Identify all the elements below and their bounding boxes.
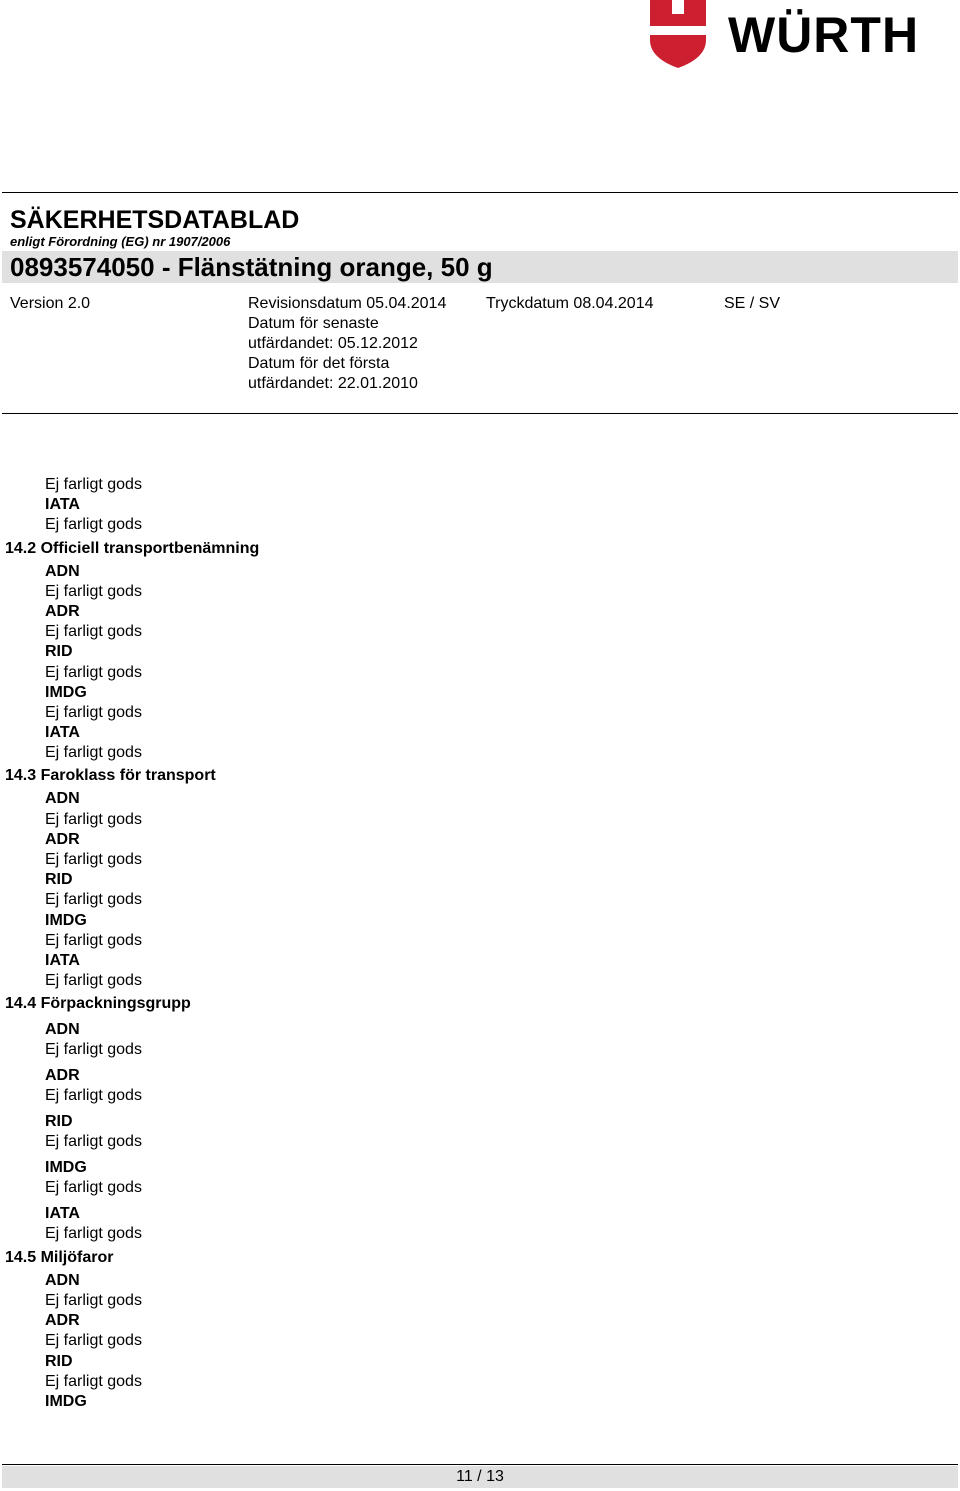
mode-value: Ej farligt gods [45,1224,142,1242]
mode-value: Ej farligt gods [45,1372,142,1390]
section-heading: 14.5 Miljöfaror [5,1248,114,1266]
mode-label: IMDG [45,683,87,701]
revision-block [248,294,446,394]
product-title: 0893574050 - Flänstätning orange, 50 g [10,252,493,282]
mode-value: Ej farligt gods [45,663,142,681]
mode-label: ADR [45,1067,80,1085]
first-issue-date: utfärdandet: 22.01.2010 [248,375,418,392]
mode-value: Ej farligt gods [45,972,142,990]
last-issue-label: Datum för senaste [248,315,379,332]
mode-label: RID [45,1113,73,1131]
mode-label: RID [45,1352,73,1370]
version: Version 2.0 [10,295,91,312]
mode-label: RID [45,871,73,889]
mode-value: Ej farligt gods [45,623,142,641]
mode-label: IATA [45,951,80,969]
first-issue-label: Datum för det första [248,355,390,372]
document-body [0,475,960,1412]
mode-value: Ej farligt gods [45,891,142,909]
page-number: 11 / 13 [456,1468,504,1485]
section-heading: 14.3 Faroklass för transport [5,767,216,785]
mode-label: ADR [45,830,80,848]
locale: SE / SV [724,295,781,312]
mode-value: Ej farligt gods [45,810,142,828]
footer-rule [2,1464,958,1465]
mode-value: Ej farligt gods [45,1086,142,1104]
mode-label: IMDG [45,1392,87,1410]
body-line: Ej farligt gods [45,476,142,493]
mode-value: Ej farligt gods [45,1178,142,1196]
wurth-emblem-icon [648,0,718,70]
mode-value: Ej farligt gods [45,1040,142,1058]
mode-value: Ej farligt gods [45,582,142,600]
last-issue-date: utfärdandet: 05.12.2012 [248,335,418,352]
header-bottom-rule [2,413,958,414]
mode-value: Ej farligt gods [45,703,142,721]
mode-label: IATA [45,1205,80,1223]
header-rule [2,192,958,193]
mode-value: Ej farligt gods [45,1292,142,1309]
body-line: IATA [45,496,80,514]
mode-value: Ej farligt gods [45,931,142,949]
mode-label: ADR [45,602,80,620]
revision-date: Revisionsdatum 05.04.2014 [248,295,447,312]
mode-value: Ej farligt gods [45,1132,142,1150]
mode-value: Ej farligt gods [45,744,142,762]
section-heading: 14.2 Officiell transportbenämning [5,539,260,557]
mode-label: ADN [45,562,80,580]
regulation-note: enligt Förordning (EG) nr 1907/2006 [10,234,231,249]
mode-label: ADR [45,1312,80,1330]
body-line: Ej farligt gods [45,516,142,534]
print-date: Tryckdatum 08.04.2014 [486,295,654,312]
mode-label: ADN [45,1271,80,1289]
brand-name: WÜRTH [728,7,920,63]
mode-label: ADN [45,1021,80,1039]
mode-label: ADN [45,790,80,808]
mode-label: IMDG [45,1159,87,1177]
mode-value: Ej farligt gods [45,851,142,868]
section-heading: 14.4 Förpackningsgrupp [5,995,191,1013]
mode-label: IMDG [45,911,87,929]
mode-label: IATA [45,724,80,742]
document-title: SÄKERHETSDATABLAD [10,206,300,234]
mode-value: Ej farligt gods [45,1332,142,1350]
mode-label: RID [45,643,73,661]
